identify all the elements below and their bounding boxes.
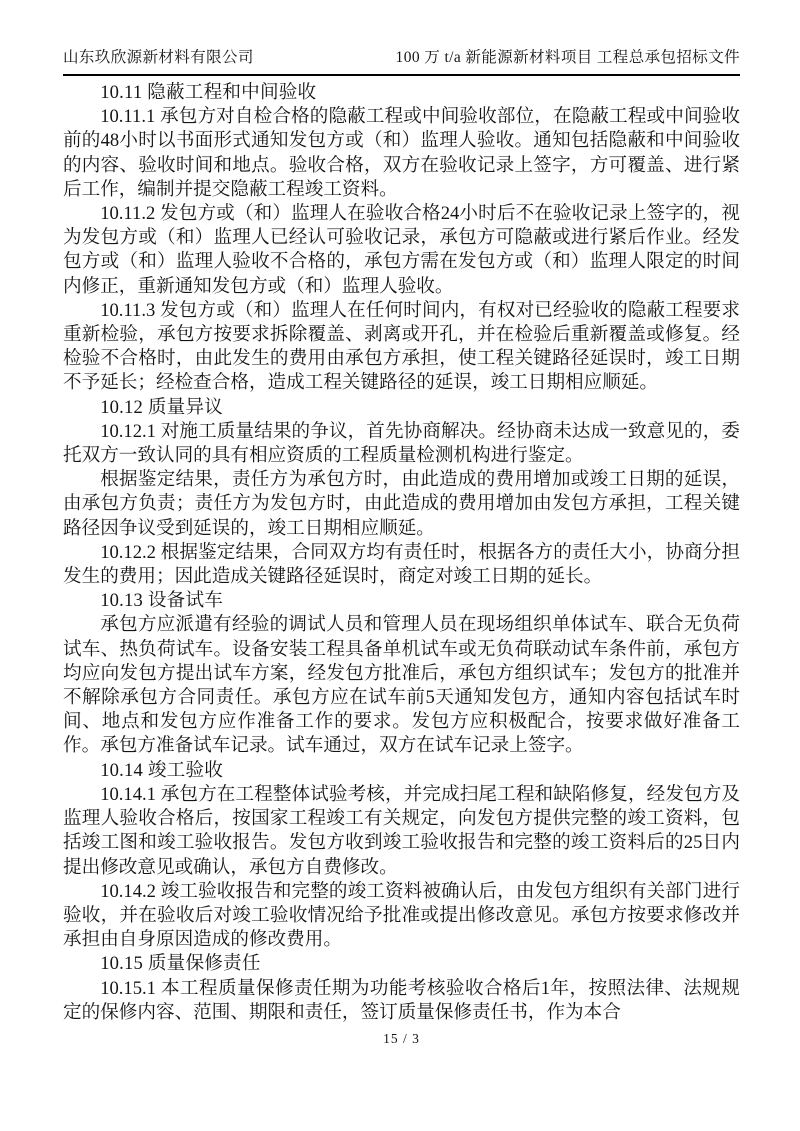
- page-header: [63, 49, 740, 67]
- paragraph-10-12-1-cont: 根据鉴定结果，责任方为承包方时，由此造成的费用增加或竣工日期的延误，由承包方负责；责任方为发包方时，由此造成的费用增加由发包方承担，工程关键路径因争议受到延误的，竣工日期相应顺延。: [63, 469, 740, 539]
- page-footer: [63, 1030, 740, 1047]
- page-number: 15 / 3: [383, 1030, 420, 1046]
- paragraph-10-14-1: 10.14.1 承包方在工程整体试验考核，并完成扫尾工程和缺陷修复，经发包方及监理人验收合格后，按国家工程竣工有关规定，向发包方提供完整的竣工资料，包括竣工图和竣工验收报告。发包方收到竣工验收报告和完整的竣工资料后的25日内提出修改意见或确认，承包方自费修改。: [63, 783, 740, 878]
- paragraph-10-11-1: 10.11.1 承包方对自检合格的隐蔽工程或中间验收部位，在隐蔽工程或中间验收前的48小时以书面形式通知发包方或（和）监理人验收。通知包括隐蔽和中间验收的内容、验收时间和地点。验收合格，双方在验收记录上签字，方可覆盖、进行紧后工作，编制并提交隐蔽工程竣工资料。: [63, 106, 740, 200]
- paragraph-10-11-2: 10.11.2 发包方或（和）监理人在验收合格24小时后不在验收记录上签字的，视为发包方或（和）监理人已经认可验收记录，承包方可隐蔽或进行紧后作业。经发包方或（和）监理人验收不合格的，承包方需在发包方或（和）监理人限定的时间内修正，重新通知发包方或（和）监理人验收。: [63, 203, 740, 297]
- header-project-title: 100 万 t/a 新能源新材料项目 工程总承包招标文件: [395, 49, 740, 66]
- document-body: [63, 81, 740, 1025]
- header-rule: [63, 74, 740, 76]
- header-company-name: 山东玖欣源新材料有限公司: [63, 49, 254, 66]
- paragraph-10-11-3: 10.11.3 发包方或（和）监理人在任何时间内，有权对已经验收的隐蔽工程要求重新检验，承包方按要求拆除覆盖、剥离或开孔，并在检验后重新覆盖或修复。经检验不合格时，由此发生的费用由承包方承担，使工程关键路径延误时，竣工日期不予延长；经检查合格，造成工程关键路径的延误，竣工日期相应顺延。: [63, 299, 740, 394]
- section-heading-10-14: 10.14 竣工验收: [100, 759, 224, 781]
- section-heading-10-11: 10.11 隐蔽工程和中间验收: [100, 82, 317, 103]
- section-heading-10-13: 10.13 设备试车: [100, 590, 224, 612]
- paragraph-10-15-1: 10.15.1 本工程质量保修责任期为功能考核验收合格后1年，按照法律、法规规定的保修内容、范围、期限和责任，签订质量保修责任书，作为本合: [63, 977, 740, 1023]
- paragraph-10-14-2: 10.14.2 竣工验收报告和完整的竣工资料被确认后，由发包方组织有关部门进行验收，并在验收后对竣工验收情况给予批准或提出修改意见。承包方按要求修改并承担由自身原因造成的修改费用。: [63, 880, 740, 951]
- section-heading-10-12: 10.12 质量异议: [100, 396, 224, 418]
- section-heading-10-15: 10.15 质量保修责任: [100, 953, 261, 975]
- paragraph-10-13-body: 承包方应派遣有经验的调试人员和管理人员在现场组织单体试车、联合无负荷试车、热负荷试车。设备安装工程具备单机试车或无负荷联动试车条件前，承包方均应向发包方提出试车方案，经发包方批准后，承包方组织试车；发包方的批准并不解除承包方合同责任。承包方应在试车前5天通知发包方，通知内容包括试车时间、地点和发包方应作准备工作的要求。发包方应积极配合，按要求做好准备工作。承包方准备试车记录。试车通过，双方在试车记录上签字。: [63, 614, 740, 757]
- paragraph-10-12-2: 10.12.2 根据鉴定结果，合同双方均有责任时，根据各方的责任大小，协商分担发生的费用；因此造成关键路径延误时，商定对竣工日期的延长。: [63, 541, 740, 588]
- paragraph-10-12-1: 10.12.1 对施工质量结果的争议，首先协商解决。经协商未达成一致意见的，委托双方一致认同的具有相应资质的工程质量检测机构进行鉴定。: [63, 420, 740, 467]
